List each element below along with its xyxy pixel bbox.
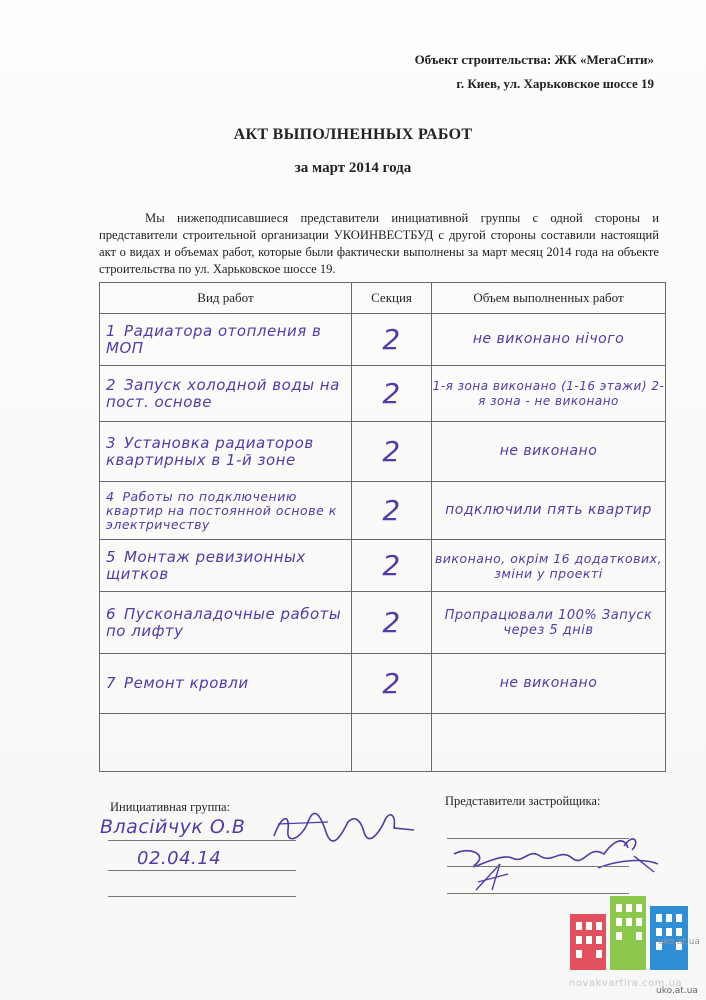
watermark-bottom: uko.at.ua bbox=[656, 986, 698, 996]
result-cell: виконано, окрім 16 додаткових, зміни у проекті bbox=[432, 540, 666, 592]
watermark-top: uko.at.ua bbox=[658, 937, 700, 947]
work-cell: 5 Монтаж ревизионных щитков bbox=[100, 540, 352, 592]
table-row bbox=[100, 422, 666, 482]
developer-label: Представители застройщика: bbox=[445, 794, 601, 808]
section-cell: 2 bbox=[352, 540, 432, 592]
section-cell: 2 bbox=[352, 482, 432, 540]
initiative-line-1 bbox=[108, 840, 296, 841]
result-cell: не виконано bbox=[432, 654, 666, 714]
intro-paragraph: Мы нижеподписавшиеся представители инициативной группы с одной стороны и представители строительной организации УКОИНВЕСТБУД с другой стороны составили настоящий акт о видах и объемах работ, которые были фактически выполнены за март месяц 2014 года на объекте строительства по ул. Харьковское шоссе 19. bbox=[99, 211, 659, 276]
work-cell: 6 Пусконаладочные работы по лифту bbox=[100, 592, 352, 654]
developer-line-2 bbox=[447, 866, 629, 867]
table-row bbox=[100, 482, 666, 540]
table-row bbox=[100, 592, 666, 654]
section-cell: 2 bbox=[352, 592, 432, 654]
work-cell: 1 Радиатора отопления в МОП bbox=[100, 314, 352, 366]
work-cell: 3 Установка радиаторов квартирных в 1-й зоне bbox=[100, 422, 352, 482]
table-row bbox=[100, 714, 666, 772]
initiative-line-2 bbox=[108, 870, 296, 871]
section-cell: 2 bbox=[352, 314, 432, 366]
work-cell: 7 Ремонт кровли bbox=[100, 654, 352, 714]
header-section: Секция bbox=[352, 283, 432, 314]
result-cell: не виконано bbox=[432, 422, 666, 482]
building-logo bbox=[570, 896, 688, 970]
work-cell bbox=[100, 714, 352, 772]
result-cell: 1-я зона виконано (1-16 этажи) 2-я зона - не виконано bbox=[432, 366, 666, 422]
result-cell: Пропрацювали 100% Запуск через 5 днів bbox=[432, 592, 666, 654]
section-cell bbox=[352, 714, 432, 772]
result-cell: подключили пять квартир bbox=[432, 482, 666, 540]
document-title: АКТ ВЫПОЛНЕННЫХ РАБОТ bbox=[233, 126, 473, 143]
table-row bbox=[100, 540, 666, 592]
section-cell: 2 bbox=[352, 422, 432, 482]
object-line: Объект строительства: ЖК «МегаСити» bbox=[414, 52, 654, 67]
header-volume: Объем выполненных работ bbox=[432, 283, 666, 314]
initiative-name: Власійчук О.В bbox=[100, 816, 246, 838]
initiative-date: 02.04.14 bbox=[137, 848, 222, 869]
watermark-site: novakvartira.com.ua bbox=[569, 978, 683, 989]
initiative-group-label: Инициативная группа: bbox=[110, 800, 231, 814]
table-row bbox=[100, 366, 666, 422]
address-line: г. Киев, ул. Харьковское шоссе 19 bbox=[456, 76, 654, 91]
table-row bbox=[100, 654, 666, 714]
document-subtitle: за март 2014 года bbox=[294, 160, 412, 176]
section-cell: 2 bbox=[352, 366, 432, 422]
table-header-row bbox=[100, 283, 666, 314]
section-cell: 2 bbox=[352, 654, 432, 714]
initiative-line-3 bbox=[108, 896, 296, 897]
work-cell: 4 Работы по подключению квартир на постоянной основе к электричеству bbox=[100, 482, 352, 540]
work-cell: 2 Запуск холодной воды на пост. основе bbox=[100, 366, 352, 422]
result-cell: не виконано нічого bbox=[432, 314, 666, 366]
initiative-signature bbox=[268, 808, 418, 848]
developer-line-3 bbox=[447, 893, 629, 894]
works-table bbox=[99, 282, 666, 772]
header-work-type: Вид работ bbox=[100, 283, 352, 314]
result-cell bbox=[432, 714, 666, 772]
table-row bbox=[100, 314, 666, 366]
